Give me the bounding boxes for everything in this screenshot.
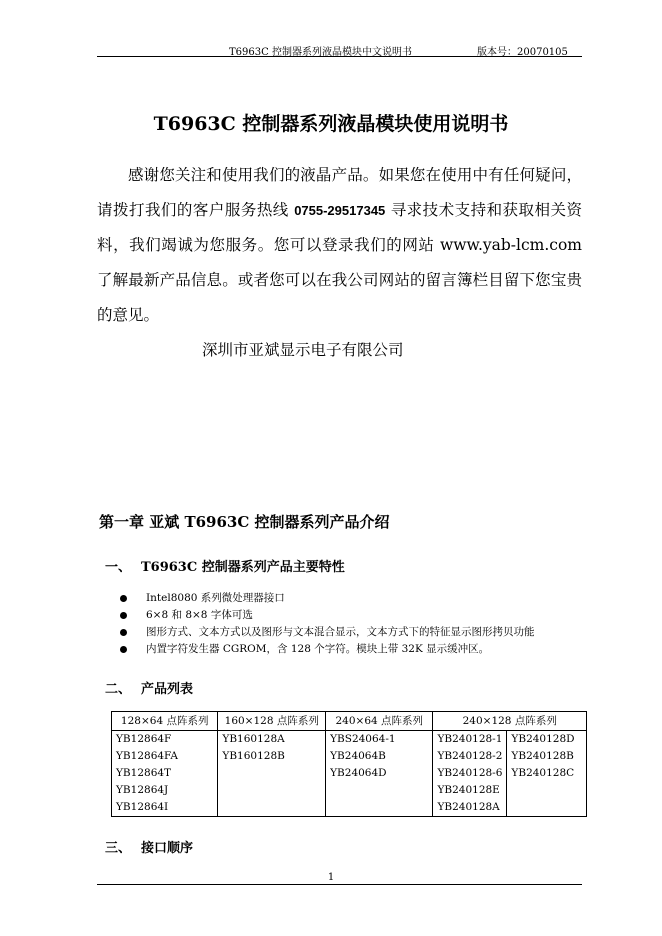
section-number: 三、: [105, 841, 132, 856]
feature-list: [118, 590, 535, 658]
section-heading-interface: [105, 837, 193, 856]
table-cell: YB240128E: [433, 782, 507, 799]
table-row: [112, 799, 587, 817]
table-header-row: [112, 712, 587, 731]
bullet-icon: [120, 646, 127, 653]
table-cell: [218, 782, 326, 799]
hotline-number: 0755-29517345: [294, 203, 386, 218]
table-row: [112, 765, 587, 782]
table-row: [112, 731, 587, 749]
section-title: 接口顺序: [141, 841, 194, 856]
table-cell: YB160128B: [218, 748, 326, 765]
header-version: 版本号：20070105: [477, 47, 568, 58]
table-cell: [326, 799, 433, 817]
product-table: [111, 711, 587, 817]
table-row: [112, 782, 587, 799]
header-doc-title: T6963C 控制器系列液晶模块中文说明书: [229, 47, 412, 58]
list-item: 图形方式、文本方式以及图形与文本混合显示，文本方式下的特征显示图形拷贝功能: [118, 624, 535, 641]
list-item: 内置字符发生器 CGROM，含 128 个字符。模块上带 32K 显示缓冲区。: [118, 641, 535, 658]
table-cell: YB240128D: [507, 731, 587, 749]
table-row: [112, 748, 587, 765]
section-heading-product-list: [105, 678, 193, 697]
table-cell: YB24064D: [326, 765, 433, 782]
chapter-heading: 第一章 亚斌 T6963C 控制器系列产品介绍: [99, 513, 390, 531]
section-number: 二、: [105, 682, 132, 697]
table-cell: [218, 765, 326, 782]
bullet-icon: [120, 629, 127, 636]
intro-paragraph: [97, 158, 582, 333]
table-cell: [507, 782, 587, 799]
header-rule: [97, 56, 582, 57]
intro-text-part2: 寻求技术支持和获取相关资料，我们竭诚为您服务。您可以登录我们的网站 www.yab-lcm.com 了解最新产品信息。或者您可以在我公司网站的留言簿栏目留下您宝贵的意见。: [97, 201, 582, 324]
table-cell: [218, 799, 326, 817]
section-heading-features: [105, 556, 345, 575]
bullet-icon: [120, 612, 127, 619]
intro-text-part1: 感谢您关注和使用我们的液晶产品。如果您在使用中有任何疑问，请拨打我们的客户服务热线: [97, 166, 582, 219]
table-cell: YB24064B: [326, 748, 433, 765]
column-header: 240×64 点阵系列: [326, 712, 433, 731]
table-cell: YB160128A: [218, 731, 326, 749]
document-title: T6963C 控制器系列液晶模块使用说明书: [153, 113, 509, 135]
section-title: T6963C 控制器系列产品主要特性: [141, 560, 345, 575]
list-item: Intel8080 系列微处理器接口: [118, 590, 535, 607]
company-name: 深圳市亚斌显示电子有限公司: [202, 341, 404, 359]
table-cell: [507, 799, 587, 817]
table-cell: YB240128-1: [433, 731, 507, 749]
table-cell: YB12864T: [112, 765, 218, 782]
table-cell: YB240128A: [433, 799, 507, 817]
section-title: 产品列表: [141, 682, 194, 697]
section-number: 一、: [105, 560, 132, 575]
table-cell: YB240128C: [507, 765, 587, 782]
table-cell: [326, 782, 433, 799]
table-cell: YB240128-2: [433, 748, 507, 765]
table-cell: YB12864FA: [112, 748, 218, 765]
table-cell: YB240128B: [507, 748, 587, 765]
column-header: 128×64 点阵系列: [112, 712, 218, 731]
page-number: 1: [327, 872, 335, 883]
table-cell: YB240128-6: [433, 765, 507, 782]
column-header: 160×128 点阵系列: [218, 712, 326, 731]
footer-rule: [97, 884, 582, 885]
table-cell: YB12864F: [112, 731, 218, 749]
list-item: 6×8 和 8×8 字体可选: [118, 607, 535, 624]
table-cell: YBS24064-1: [326, 731, 433, 749]
table-cell: YB12864I: [112, 799, 218, 817]
bullet-icon: [120, 595, 127, 602]
column-header: 240×128 点阵系列: [433, 712, 587, 731]
table-cell: YB12864J: [112, 782, 218, 799]
